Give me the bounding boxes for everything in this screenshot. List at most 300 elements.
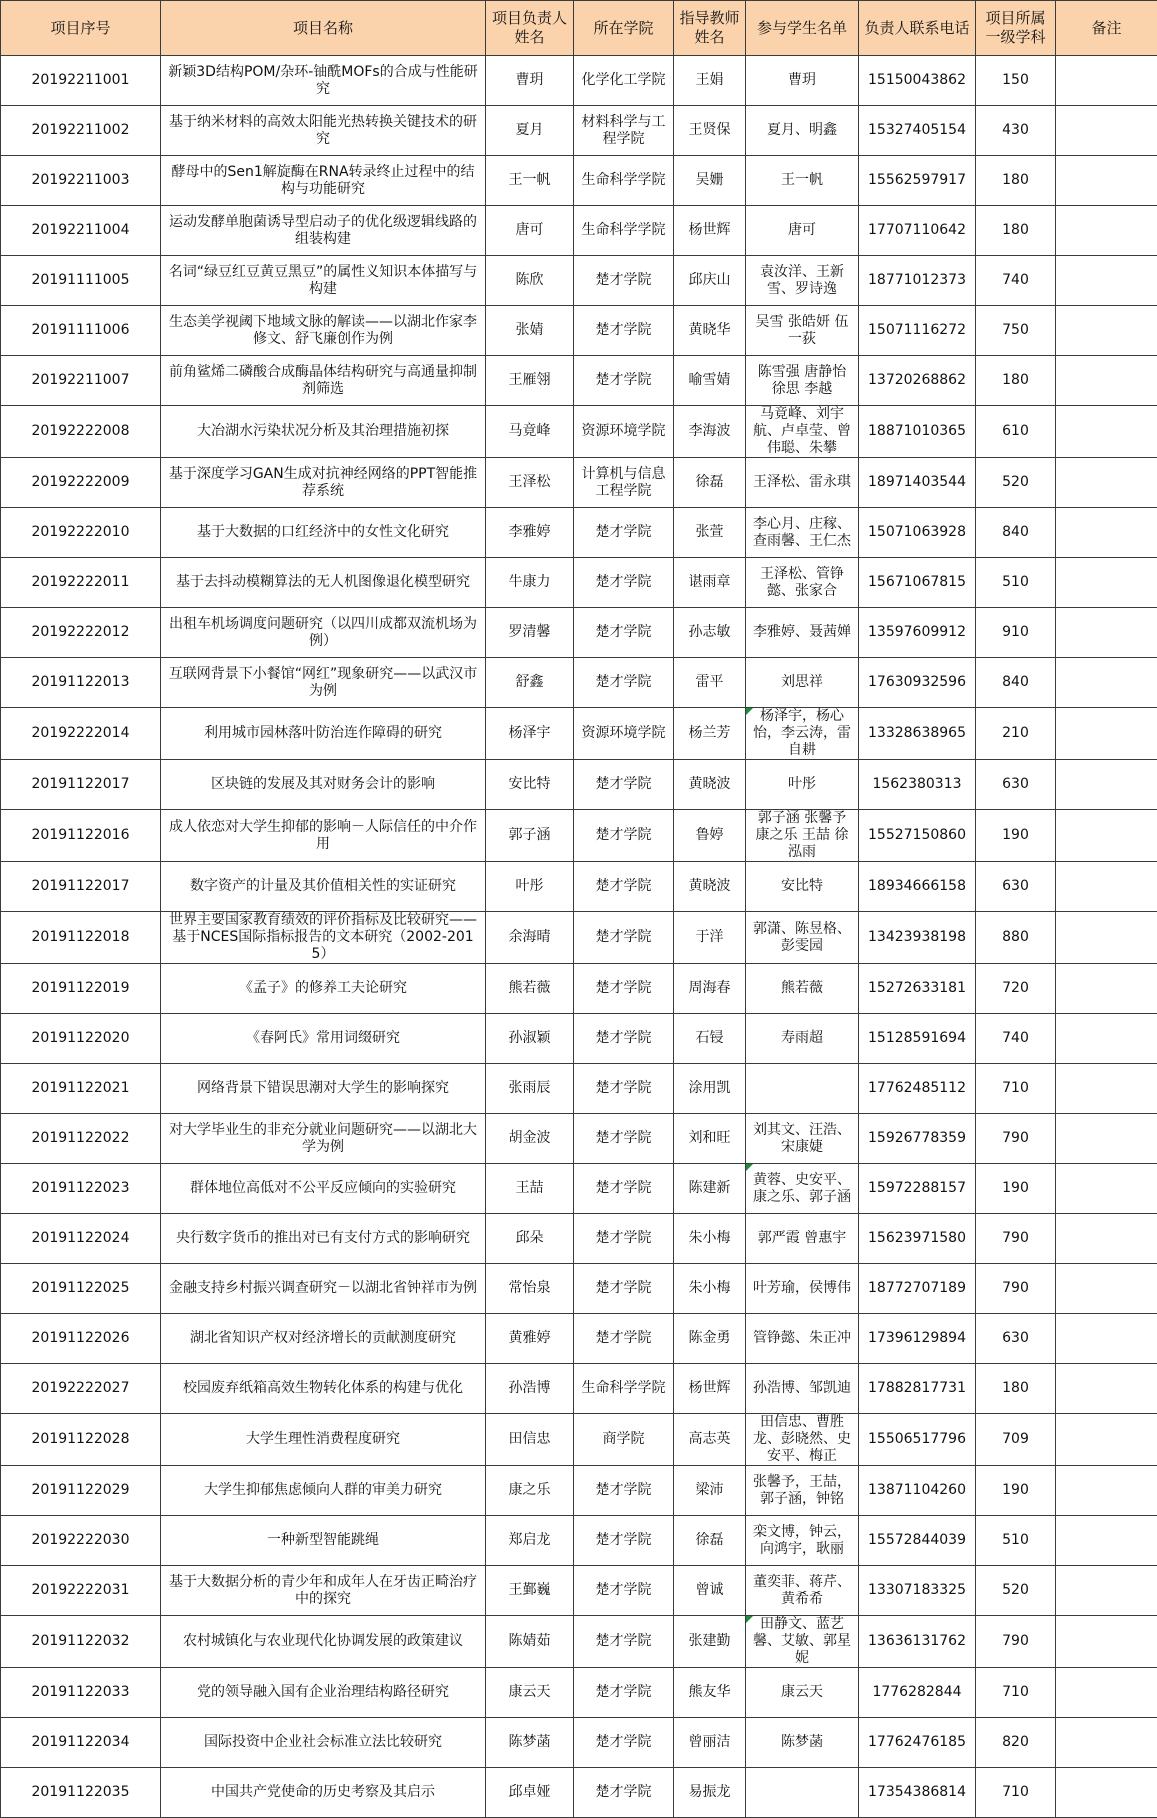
cell-note[interactable]: [1056, 206, 1157, 256]
cell-college[interactable]: 楚才学院: [574, 1466, 674, 1516]
cell-leader[interactable]: 唐可: [486, 206, 574, 256]
cell-subject[interactable]: 210: [976, 708, 1056, 760]
cell-students[interactable]: 管铮懿、朱正冲: [746, 1314, 859, 1364]
cell-teacher[interactable]: 梁沛: [674, 1466, 746, 1516]
cell-note[interactable]: [1056, 1264, 1157, 1314]
cell-phone[interactable]: 18971403544: [859, 458, 976, 508]
cell-teacher[interactable]: 朱小梅: [674, 1214, 746, 1264]
cell-project-name[interactable]: 大学生抑郁焦虑倾向人群的审美力研究: [161, 1466, 486, 1516]
cell-project-name[interactable]: 前角鲨烯二磷酸合成酶晶体结构研究与高通量抑制剂筛选: [161, 356, 486, 406]
cell-phone[interactable]: 13636131762: [859, 1616, 976, 1668]
cell-college[interactable]: 楚才学院: [574, 1768, 674, 1818]
cell-project-name[interactable]: 基于纳米材料的高效太阳能光热转换关键技术的研究: [161, 106, 486, 156]
cell-phone[interactable]: 15128591694: [859, 1014, 976, 1064]
cell-note[interactable]: [1056, 56, 1157, 106]
cell-leader[interactable]: 熊若薇: [486, 964, 574, 1014]
cell-id[interactable]: 20191122022: [1, 1114, 161, 1164]
cell-phone[interactable]: 15071116272: [859, 306, 976, 356]
cell-subject[interactable]: 630: [976, 760, 1056, 810]
cell-students[interactable]: 唐可: [746, 206, 859, 256]
cell-students[interactable]: 马竟峰、刘宇航、卢卓莹、曾伟聪、朱攀: [746, 406, 859, 458]
cell-subject[interactable]: 709: [976, 1414, 1056, 1466]
cell-teacher[interactable]: 杨世辉: [674, 1364, 746, 1414]
cell-project-name[interactable]: 大冶湖水污染状况分析及其治理措施初探: [161, 406, 486, 458]
cell-college[interactable]: 计算机与信息工程学院: [574, 458, 674, 508]
cell-phone[interactable]: 15562597917: [859, 156, 976, 206]
cell-id[interactable]: 20192211002: [1, 106, 161, 156]
cell-phone[interactable]: 13307183325: [859, 1566, 976, 1616]
cell-phone[interactable]: 18934666158: [859, 862, 976, 912]
cell-id[interactable]: 20192222011: [1, 558, 161, 608]
cell-note[interactable]: [1056, 1114, 1157, 1164]
cell-project-name[interactable]: 对大学毕业生的非充分就业问题研究——以湖北大学为例: [161, 1114, 486, 1164]
cell-teacher[interactable]: 谌雨章: [674, 558, 746, 608]
cell-students[interactable]: 田静文、蓝艺馨、艾敏、郭星妮: [746, 1616, 859, 1668]
cell-phone[interactable]: 17354386814: [859, 1768, 976, 1818]
cell-phone[interactable]: 1776282844: [859, 1668, 976, 1718]
cell-college[interactable]: 楚才学院: [574, 658, 674, 708]
cell-leader[interactable]: 康之乐: [486, 1466, 574, 1516]
cell-leader[interactable]: 胡金波: [486, 1114, 574, 1164]
cell-project-name[interactable]: 名词“绿豆红豆黄豆黑豆”的属性义知识本体描写与构建: [161, 256, 486, 306]
cell-subject[interactable]: 710: [976, 1668, 1056, 1718]
cell-teacher[interactable]: 张建勤: [674, 1616, 746, 1668]
cell-students[interactable]: 刘其文、汪浩、宋康婕: [746, 1114, 859, 1164]
cell-project-name[interactable]: 中国共产党使命的历史考察及其启示: [161, 1768, 486, 1818]
cell-teacher[interactable]: 杨世辉: [674, 206, 746, 256]
cell-id[interactable]: 20192222031: [1, 1566, 161, 1616]
cell-project-name[interactable]: 党的领导融入国有企业治理结构路径研究: [161, 1668, 486, 1718]
cell-teacher[interactable]: 曾丽洁: [674, 1718, 746, 1768]
cell-leader[interactable]: 黄雅婷: [486, 1314, 574, 1364]
cell-note[interactable]: [1056, 1566, 1157, 1616]
cell-subject[interactable]: 790: [976, 1214, 1056, 1264]
cell-students[interactable]: 李雅婷、聂茜婵: [746, 608, 859, 658]
cell-project-name[interactable]: 《孟子》的修养工夫论研究: [161, 964, 486, 1014]
cell-project-name[interactable]: 金融支持乡村振兴调查研究－以湖北省钟祥市为例: [161, 1264, 486, 1314]
cell-leader[interactable]: 夏月: [486, 106, 574, 156]
cell-teacher[interactable]: 孙志敏: [674, 608, 746, 658]
cell-college[interactable]: 楚才学院: [574, 1114, 674, 1164]
cell-students[interactable]: 熊若薇: [746, 964, 859, 1014]
cell-note[interactable]: [1056, 1064, 1157, 1114]
cell-teacher[interactable]: 黄晓波: [674, 862, 746, 912]
cell-phone[interactable]: 13423938198: [859, 912, 976, 964]
cell-students[interactable]: 王一帆: [746, 156, 859, 206]
cell-phone[interactable]: 13328638965: [859, 708, 976, 760]
cell-id[interactable]: 20191122032: [1, 1616, 161, 1668]
cell-teacher[interactable]: 涂用凯: [674, 1064, 746, 1114]
cell-id[interactable]: 20192222009: [1, 458, 161, 508]
cell-teacher[interactable]: 于洋: [674, 912, 746, 964]
cell-students[interactable]: 陈雪强 唐静怡 徐思 李越: [746, 356, 859, 406]
cell-teacher[interactable]: 张萱: [674, 508, 746, 558]
cell-phone[interactable]: 15272633181: [859, 964, 976, 1014]
cell-note[interactable]: [1056, 608, 1157, 658]
cell-project-name[interactable]: 基于大数据分析的青少年和成年人在牙齿正畸治疗中的探究: [161, 1566, 486, 1616]
cell-note[interactable]: [1056, 658, 1157, 708]
cell-phone[interactable]: 15071063928: [859, 508, 976, 558]
cell-students[interactable]: 寿雨超: [746, 1014, 859, 1064]
cell-subject[interactable]: 180: [976, 1364, 1056, 1414]
cell-note[interactable]: [1056, 406, 1157, 458]
cell-phone[interactable]: 15671067815: [859, 558, 976, 608]
cell-teacher[interactable]: 陈建新: [674, 1164, 746, 1214]
cell-leader[interactable]: 李雅婷: [486, 508, 574, 558]
cell-teacher[interactable]: 鲁婷: [674, 810, 746, 862]
cell-college[interactable]: 资源环境学院: [574, 708, 674, 760]
cell-phone[interactable]: 15327405154: [859, 106, 976, 156]
cell-college[interactable]: 楚才学院: [574, 1566, 674, 1616]
cell-note[interactable]: [1056, 1668, 1157, 1718]
cell-project-name[interactable]: 区块链的发展及其对财务会计的影响: [161, 760, 486, 810]
cell-phone[interactable]: 13871104260: [859, 1466, 976, 1516]
cell-teacher[interactable]: 徐磊: [674, 458, 746, 508]
cell-college[interactable]: 楚才学院: [574, 1616, 674, 1668]
cell-leader[interactable]: 王喆: [486, 1164, 574, 1214]
cell-leader[interactable]: 叶彤: [486, 862, 574, 912]
cell-id[interactable]: 20192222030: [1, 1516, 161, 1566]
cell-college[interactable]: 楚才学院: [574, 558, 674, 608]
cell-id[interactable]: 20191122023: [1, 1164, 161, 1214]
cell-subject[interactable]: 630: [976, 1314, 1056, 1364]
cell-id[interactable]: 20192222027: [1, 1364, 161, 1414]
cell-teacher[interactable]: 雷平: [674, 658, 746, 708]
cell-phone[interactable]: 17762476185: [859, 1718, 976, 1768]
cell-students[interactable]: [746, 1064, 859, 1114]
cell-id[interactable]: 20192222012: [1, 608, 161, 658]
cell-phone[interactable]: 17396129894: [859, 1314, 976, 1364]
cell-leader[interactable]: 常怡泉: [486, 1264, 574, 1314]
cell-id[interactable]: 20192211003: [1, 156, 161, 206]
cell-students[interactable]: 郭潇、陈昱格、彭雯园: [746, 912, 859, 964]
cell-phone[interactable]: 13597609912: [859, 608, 976, 658]
cell-subject[interactable]: 630: [976, 862, 1056, 912]
cell-teacher[interactable]: 周海春: [674, 964, 746, 1014]
cell-note[interactable]: [1056, 1616, 1157, 1668]
cell-id[interactable]: 20191111005: [1, 256, 161, 306]
cell-college[interactable]: 楚才学院: [574, 306, 674, 356]
cell-note[interactable]: [1056, 1466, 1157, 1516]
cell-project-name[interactable]: 生态美学视阈下地域文脉的解读——以湖北作家李修文、舒飞廉创作为例: [161, 306, 486, 356]
cell-subject[interactable]: 190: [976, 810, 1056, 862]
cell-id[interactable]: 20191122018: [1, 912, 161, 964]
cell-phone[interactable]: 18871010365: [859, 406, 976, 458]
cell-project-name[interactable]: 校园废弃纸箱高效生物转化体系的构建与优化: [161, 1364, 486, 1414]
cell-subject[interactable]: 840: [976, 508, 1056, 558]
cell-college[interactable]: 生命科学学院: [574, 156, 674, 206]
cell-leader[interactable]: 康云天: [486, 1668, 574, 1718]
cell-note[interactable]: [1056, 558, 1157, 608]
cell-leader[interactable]: 杨泽宇: [486, 708, 574, 760]
cell-note[interactable]: [1056, 1014, 1157, 1064]
cell-subject[interactable]: 740: [976, 1014, 1056, 1064]
cell-note[interactable]: [1056, 1768, 1157, 1818]
cell-id[interactable]: 20191122025: [1, 1264, 161, 1314]
cell-students[interactable]: 郭严霞 曾惠宇: [746, 1214, 859, 1264]
cell-teacher[interactable]: 吴姗: [674, 156, 746, 206]
cell-leader[interactable]: 张雨辰: [486, 1064, 574, 1114]
cell-leader[interactable]: 安比特: [486, 760, 574, 810]
cell-note[interactable]: [1056, 1214, 1157, 1264]
cell-leader[interactable]: 罗清馨: [486, 608, 574, 658]
cell-students[interactable]: 董奕菲、蒋芹、黄希希: [746, 1566, 859, 1616]
cell-college[interactable]: 资源环境学院: [574, 406, 674, 458]
cell-subject[interactable]: 510: [976, 1516, 1056, 1566]
cell-students[interactable]: 曹玥: [746, 56, 859, 106]
cell-id[interactable]: 20191122034: [1, 1718, 161, 1768]
cell-leader[interactable]: 陈欣: [486, 256, 574, 306]
cell-project-name[interactable]: 成人依恋对大学生抑郁的影响－人际信任的中介作用: [161, 810, 486, 862]
cell-note[interactable]: [1056, 106, 1157, 156]
cell-note[interactable]: [1056, 760, 1157, 810]
cell-id[interactable]: 20191122020: [1, 1014, 161, 1064]
cell-phone[interactable]: 18772707189: [859, 1264, 976, 1314]
cell-leader[interactable]: 马竟峰: [486, 406, 574, 458]
cell-id[interactable]: 20191122024: [1, 1214, 161, 1264]
cell-project-name[interactable]: 出租车机场调度问题研究（以四川成都双流机场为例）: [161, 608, 486, 658]
cell-teacher[interactable]: 邱庆山: [674, 256, 746, 306]
cell-teacher[interactable]: 石锓: [674, 1014, 746, 1064]
cell-teacher[interactable]: 熊友华: [674, 1668, 746, 1718]
cell-subject[interactable]: 180: [976, 356, 1056, 406]
cell-phone[interactable]: 15150043862: [859, 56, 976, 106]
cell-id[interactable]: 20192211001: [1, 56, 161, 106]
cell-college[interactable]: 楚才学院: [574, 1668, 674, 1718]
cell-subject[interactable]: 790: [976, 1616, 1056, 1668]
cell-project-name[interactable]: 群体地位高低对不公平反应倾向的实验研究: [161, 1164, 486, 1214]
cell-college[interactable]: 生命科学学院: [574, 1364, 674, 1414]
cell-id[interactable]: 20192211004: [1, 206, 161, 256]
cell-college[interactable]: 楚才学院: [574, 1164, 674, 1214]
cell-teacher[interactable]: 王贤保: [674, 106, 746, 156]
cell-students[interactable]: 杨泽宇，杨心怡，李云涛，雷自耕: [746, 708, 859, 760]
cell-phone[interactable]: 15527150860: [859, 810, 976, 862]
cell-subject[interactable]: 710: [976, 1768, 1056, 1818]
cell-project-name[interactable]: 基于去抖动模糊算法的无人机图像退化模型研究: [161, 558, 486, 608]
cell-leader[interactable]: 田信忠: [486, 1414, 574, 1466]
cell-teacher[interactable]: 杨兰芳: [674, 708, 746, 760]
cell-leader[interactable]: 郑启龙: [486, 1516, 574, 1566]
cell-students[interactable]: 王泽松、雷永琪: [746, 458, 859, 508]
cell-college[interactable]: 楚才学院: [574, 1064, 674, 1114]
cell-students[interactable]: 孙浩博、邹凯迪: [746, 1364, 859, 1414]
cell-note[interactable]: [1056, 458, 1157, 508]
cell-project-name[interactable]: 国际投资中企业社会标准立法比较研究: [161, 1718, 486, 1768]
cell-id[interactable]: 20191122021: [1, 1064, 161, 1114]
cell-subject[interactable]: 710: [976, 1064, 1056, 1114]
cell-phone[interactable]: 13720268862: [859, 356, 976, 406]
cell-teacher[interactable]: 易振龙: [674, 1768, 746, 1818]
cell-id[interactable]: 20192222014: [1, 708, 161, 760]
cell-leader[interactable]: 曹玥: [486, 56, 574, 106]
cell-leader[interactable]: 孙浩博: [486, 1364, 574, 1414]
cell-college[interactable]: 楚才学院: [574, 1014, 674, 1064]
cell-teacher[interactable]: 陈金勇: [674, 1314, 746, 1364]
cell-project-name[interactable]: 基于深度学习GAN生成对抗神经网络的PPT智能推荐系统: [161, 458, 486, 508]
cell-students[interactable]: 刘思祥: [746, 658, 859, 708]
cell-note[interactable]: [1056, 356, 1157, 406]
cell-leader[interactable]: 陈婧茹: [486, 1616, 574, 1668]
cell-leader[interactable]: 孙淑颖: [486, 1014, 574, 1064]
cell-students[interactable]: 张馨予，王喆，郭子涵，钟铭: [746, 1466, 859, 1516]
cell-id[interactable]: 20191122035: [1, 1768, 161, 1818]
cell-students[interactable]: 安比特: [746, 862, 859, 912]
cell-subject[interactable]: 510: [976, 558, 1056, 608]
cell-id[interactable]: 20191122028: [1, 1414, 161, 1466]
cell-teacher[interactable]: 王娟: [674, 56, 746, 106]
cell-students[interactable]: 吴雪 张皓妍 伍一荻: [746, 306, 859, 356]
cell-teacher[interactable]: 曾诚: [674, 1566, 746, 1616]
cell-subject[interactable]: 790: [976, 1114, 1056, 1164]
cell-id[interactable]: 20191122017: [1, 862, 161, 912]
cell-project-name[interactable]: 利用城市园林落叶防治连作障碍的研究: [161, 708, 486, 760]
cell-project-name[interactable]: 《春阿氏》常用词缀研究: [161, 1014, 486, 1064]
cell-students[interactable]: 叶彤: [746, 760, 859, 810]
cell-college[interactable]: 楚才学院: [574, 508, 674, 558]
cell-leader[interactable]: 陈梦菡: [486, 1718, 574, 1768]
cell-students[interactable]: 夏月、明鑫: [746, 106, 859, 156]
cell-students[interactable]: 袁汝洋、王新雪、罗诗逸: [746, 256, 859, 306]
cell-project-name[interactable]: 网络背景下错误思潮对大学生的影响探究: [161, 1064, 486, 1114]
cell-teacher[interactable]: 高志英: [674, 1414, 746, 1466]
cell-leader[interactable]: 王泽松: [486, 458, 574, 508]
cell-teacher[interactable]: 朱小梅: [674, 1264, 746, 1314]
cell-phone[interactable]: 17882817731: [859, 1364, 976, 1414]
cell-students[interactable]: 郭子涵 张馨予 康之乐 王喆 徐泓雨: [746, 810, 859, 862]
cell-note[interactable]: [1056, 708, 1157, 760]
cell-id[interactable]: 20191122019: [1, 964, 161, 1014]
cell-teacher[interactable]: 李海波: [674, 406, 746, 458]
cell-subject[interactable]: 180: [976, 156, 1056, 206]
cell-id[interactable]: 20192222008: [1, 406, 161, 458]
cell-students[interactable]: 王泽松、管铮懿、张家合: [746, 558, 859, 608]
cell-leader[interactable]: 王一帆: [486, 156, 574, 206]
cell-leader[interactable]: 张婧: [486, 306, 574, 356]
cell-subject[interactable]: 820: [976, 1718, 1056, 1768]
cell-subject[interactable]: 880: [976, 912, 1056, 964]
cell-phone[interactable]: 15926778359: [859, 1114, 976, 1164]
cell-college[interactable]: 商学院: [574, 1414, 674, 1466]
cell-college[interactable]: 材料科学与工程学院: [574, 106, 674, 156]
cell-college[interactable]: 楚才学院: [574, 1314, 674, 1364]
cell-phone[interactable]: 17630932596: [859, 658, 976, 708]
cell-project-name[interactable]: 酵母中的Sen1解旋酶在RNA转录终止过程中的结构与功能研究: [161, 156, 486, 206]
cell-note[interactable]: [1056, 1718, 1157, 1768]
cell-subject[interactable]: 720: [976, 964, 1056, 1014]
cell-note[interactable]: [1056, 306, 1157, 356]
cell-project-name[interactable]: 央行数字货币的推出对已有支付方式的影响研究: [161, 1214, 486, 1264]
cell-leader[interactable]: 舒鑫: [486, 658, 574, 708]
cell-phone[interactable]: 15972288157: [859, 1164, 976, 1214]
cell-note[interactable]: [1056, 1164, 1157, 1214]
cell-leader[interactable]: 邱卓娅: [486, 1768, 574, 1818]
cell-college[interactable]: 楚才学院: [574, 912, 674, 964]
cell-note[interactable]: [1056, 1314, 1157, 1364]
cell-students[interactable]: 康云天: [746, 1668, 859, 1718]
cell-subject[interactable]: 610: [976, 406, 1056, 458]
cell-subject[interactable]: 430: [976, 106, 1056, 156]
cell-project-name[interactable]: 基于大数据的口红经济中的女性文化研究: [161, 508, 486, 558]
cell-phone[interactable]: 1562380313: [859, 760, 976, 810]
cell-id[interactable]: 20191122026: [1, 1314, 161, 1364]
cell-note[interactable]: [1056, 1414, 1157, 1466]
cell-project-name[interactable]: 互联网背景下小餐馆“网红”现象研究——以武汉市为例: [161, 658, 486, 708]
cell-note[interactable]: [1056, 1364, 1157, 1414]
cell-phone[interactable]: 18771012373: [859, 256, 976, 306]
cell-subject[interactable]: 520: [976, 458, 1056, 508]
cell-students[interactable]: 栾文博，钟云，向鸿宇，耿丽: [746, 1516, 859, 1566]
cell-id[interactable]: 20191122013: [1, 658, 161, 708]
cell-subject[interactable]: 910: [976, 608, 1056, 658]
cell-id[interactable]: 20191122017: [1, 760, 161, 810]
cell-note[interactable]: [1056, 156, 1157, 206]
cell-leader[interactable]: 郭子涵: [486, 810, 574, 862]
cell-college[interactable]: 化学化工学院: [574, 56, 674, 106]
cell-project-name[interactable]: 大学生理性消费程度研究: [161, 1414, 486, 1466]
cell-id[interactable]: 20192211007: [1, 356, 161, 406]
cell-college[interactable]: 楚才学院: [574, 964, 674, 1014]
cell-subject[interactable]: 740: [976, 256, 1056, 306]
cell-college[interactable]: 楚才学院: [574, 760, 674, 810]
cell-note[interactable]: [1056, 256, 1157, 306]
cell-leader[interactable]: 王雁翎: [486, 356, 574, 406]
cell-project-name[interactable]: 农村城镇化与农业现代化协调发展的政策建议: [161, 1616, 486, 1668]
cell-college[interactable]: 楚才学院: [574, 256, 674, 306]
cell-phone[interactable]: 15572844039: [859, 1516, 976, 1566]
cell-note[interactable]: [1056, 964, 1157, 1014]
cell-college[interactable]: 生命科学学院: [574, 206, 674, 256]
cell-project-name[interactable]: 湖北省知识产权对经济增长的贡献测度研究: [161, 1314, 486, 1364]
cell-project-name[interactable]: 运动发酵单胞菌诱导型启动子的优化级逻辑线路的组装构建: [161, 206, 486, 256]
cell-college[interactable]: 楚才学院: [574, 1214, 674, 1264]
cell-subject[interactable]: 520: [976, 1566, 1056, 1616]
cell-college[interactable]: 楚才学院: [574, 1718, 674, 1768]
cell-teacher[interactable]: 刘和旺: [674, 1114, 746, 1164]
cell-teacher[interactable]: 黄晓波: [674, 760, 746, 810]
cell-project-name[interactable]: 新颖3D结构POM/杂环-铀酰MOFs的合成与性能研究: [161, 56, 486, 106]
cell-phone[interactable]: 17707110642: [859, 206, 976, 256]
cell-subject[interactable]: 190: [976, 1164, 1056, 1214]
cell-leader[interactable]: 邱朵: [486, 1214, 574, 1264]
cell-teacher[interactable]: 喻雪婧: [674, 356, 746, 406]
cell-id[interactable]: 20191111006: [1, 306, 161, 356]
cell-subject[interactable]: 750: [976, 306, 1056, 356]
cell-college[interactable]: 楚才学院: [574, 810, 674, 862]
cell-project-name[interactable]: 数字资产的计量及其价值相关性的实证研究: [161, 862, 486, 912]
cell-phone[interactable]: 17762485112: [859, 1064, 976, 1114]
cell-note[interactable]: [1056, 810, 1157, 862]
cell-college[interactable]: 楚才学院: [574, 1264, 674, 1314]
cell-project-name[interactable]: 世界主要国家教育绩效的评价指标及比较研究——基于NCES国际指标报告的文本研究（2002-2015）: [161, 912, 486, 964]
cell-students[interactable]: [746, 1768, 859, 1818]
cell-phone[interactable]: 15506517796: [859, 1414, 976, 1466]
cell-leader[interactable]: 王鄞巍: [486, 1566, 574, 1616]
cell-college[interactable]: 楚才学院: [574, 862, 674, 912]
cell-note[interactable]: [1056, 912, 1157, 964]
cell-students[interactable]: 陈梦菡: [746, 1718, 859, 1768]
cell-note[interactable]: [1056, 862, 1157, 912]
cell-id[interactable]: 20191122029: [1, 1466, 161, 1516]
cell-subject[interactable]: 190: [976, 1466, 1056, 1516]
cell-note[interactable]: [1056, 508, 1157, 558]
cell-subject[interactable]: 150: [976, 56, 1056, 106]
cell-leader[interactable]: 余海晴: [486, 912, 574, 964]
cell-students[interactable]: 叶芳瑜，侯博伟: [746, 1264, 859, 1314]
cell-subject[interactable]: 840: [976, 658, 1056, 708]
cell-subject[interactable]: 790: [976, 1264, 1056, 1314]
cell-phone[interactable]: 15623971580: [859, 1214, 976, 1264]
